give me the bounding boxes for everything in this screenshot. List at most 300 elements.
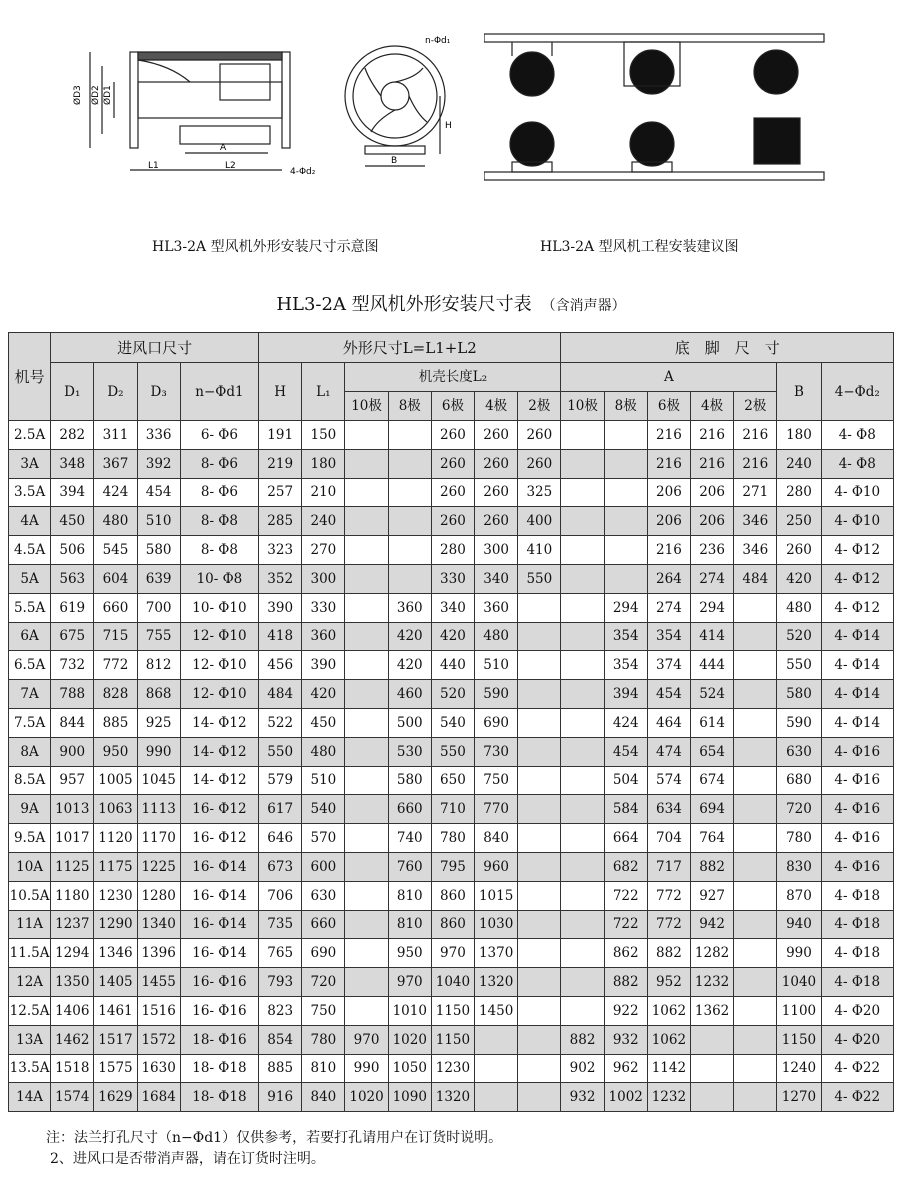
table-cell (345, 910, 388, 939)
table-cell: 828 (94, 680, 137, 709)
table-cell: 206 (691, 478, 734, 507)
table-row (9, 766, 894, 795)
table-cell: 1270 (777, 1083, 821, 1112)
table-cell: 550 (431, 737, 474, 766)
table-cell: 1340 (137, 910, 180, 939)
table-cell: 940 (777, 910, 821, 939)
table-cell: 4- Φ16 (821, 737, 893, 766)
table-cell (388, 536, 431, 565)
table-cell (734, 939, 777, 968)
table-cell (561, 881, 604, 910)
model-cell: 9.5A (9, 824, 51, 853)
table-cell (561, 507, 604, 536)
table-row (9, 1083, 894, 1112)
dimension-table (8, 332, 894, 1112)
table-cell: 260 (475, 421, 518, 450)
header-a-pole-1: 8极 (604, 392, 647, 421)
table-cell (691, 1083, 734, 1112)
table-cell: 8- Φ8 (180, 536, 258, 565)
table-cell (561, 910, 604, 939)
table-cell (518, 910, 561, 939)
table-cell: 674 (691, 766, 734, 795)
table-cell: 323 (259, 536, 302, 565)
table-row (9, 968, 894, 997)
table-cell: 550 (777, 651, 821, 680)
notes (46, 1128, 502, 1170)
table-cell (345, 939, 388, 968)
table-cell (518, 824, 561, 853)
model-cell: 6.5A (9, 651, 51, 680)
table-cell: 4- Φ12 (821, 536, 893, 565)
table-cell (345, 593, 388, 622)
header-l1: L₁ (302, 363, 345, 421)
table-cell (561, 852, 604, 881)
table-cell: 970 (431, 939, 474, 968)
table-cell: 1015 (475, 881, 518, 910)
table-cell: 932 (561, 1083, 604, 1112)
header-a-pole-2: 6极 (647, 392, 690, 421)
table-cell: 14- Φ12 (180, 708, 258, 737)
table-cell: 760 (388, 852, 431, 881)
header-a-pole-0: 10极 (561, 392, 604, 421)
table-cell (561, 478, 604, 507)
table-cell: 673 (259, 852, 302, 881)
table-cell: 390 (259, 593, 302, 622)
table-cell: 520 (431, 680, 474, 709)
table-cell: 604 (94, 564, 137, 593)
table-row (9, 996, 894, 1025)
table-cell: 367 (94, 449, 137, 478)
table-cell: 639 (137, 564, 180, 593)
table-cell: 1175 (94, 852, 137, 881)
table-cell: 352 (259, 564, 302, 593)
table-cell: 962 (604, 1054, 647, 1083)
table-cell: 4- Φ10 (821, 507, 893, 536)
table-cell (345, 852, 388, 881)
table-cell: 10- Φ8 (180, 564, 258, 593)
table-cell: 14- Φ12 (180, 737, 258, 766)
table-cell: 870 (777, 881, 821, 910)
table-cell: 770 (475, 795, 518, 824)
table-cell: 563 (51, 564, 94, 593)
table-cell: 530 (388, 737, 431, 766)
note-2: 2、进风口是否带消声器，请在订货时注明。 (50, 1151, 325, 1167)
table-cell: 270 (302, 536, 345, 565)
table-cell: 4- Φ20 (821, 1025, 893, 1054)
table-cell: 18- Φ16 (180, 1025, 258, 1054)
table-cell: 216 (691, 449, 734, 478)
table-cell: 1232 (691, 968, 734, 997)
table-cell: 1396 (137, 939, 180, 968)
table-cell (561, 996, 604, 1025)
table-cell: 1230 (431, 1054, 474, 1083)
table-cell: 500 (388, 708, 431, 737)
table-cell: 580 (137, 536, 180, 565)
table-cell: 885 (94, 708, 137, 737)
table-cell: 1150 (431, 1025, 474, 1054)
table-row (9, 449, 894, 478)
table-cell: 630 (302, 881, 345, 910)
table-cell: 1516 (137, 996, 180, 1025)
table-cell: 990 (777, 939, 821, 968)
table-cell (561, 564, 604, 593)
fan-side-view-drawing (70, 30, 330, 180)
table-cell: 710 (431, 795, 474, 824)
header-bolt: 4−Φd₂ (821, 363, 893, 421)
table-cell: 257 (259, 478, 302, 507)
table-cell: 271 (734, 478, 777, 507)
table-cell: 902 (561, 1054, 604, 1083)
table-cell: 1450 (475, 996, 518, 1025)
table-cell: 765 (259, 939, 302, 968)
table-cell: 4- Φ14 (821, 622, 893, 651)
table-cell: 348 (51, 449, 94, 478)
table-row (9, 536, 894, 565)
table-cell (518, 939, 561, 968)
table-cell (475, 1025, 518, 1054)
table-cell (345, 680, 388, 709)
table-cell: 1170 (137, 824, 180, 853)
header-shell-pole-1: 8极 (388, 392, 431, 421)
table-cell: 191 (259, 421, 302, 450)
table-cell (345, 737, 388, 766)
table-cell: 390 (302, 651, 345, 680)
table-cell (734, 968, 777, 997)
table-cell: 660 (94, 593, 137, 622)
table-cell: 18- Φ18 (180, 1083, 258, 1112)
table-cell (561, 622, 604, 651)
table-cell (518, 1025, 561, 1054)
table-cell: 1280 (137, 881, 180, 910)
table-cell: 1290 (94, 910, 137, 939)
table-row (9, 881, 894, 910)
table-cell (345, 881, 388, 910)
installation-suggestion-drawing (484, 30, 826, 185)
table-cell: 150 (302, 421, 345, 450)
table-cell: 16- Φ14 (180, 881, 258, 910)
table-cell: 4- Φ10 (821, 478, 893, 507)
table-cell: 346 (734, 536, 777, 565)
table-row (9, 680, 894, 709)
table-cell (561, 421, 604, 450)
table-cell (345, 421, 388, 450)
table-cell: 860 (431, 910, 474, 939)
table-cell: 580 (777, 680, 821, 709)
table-cell: 882 (691, 852, 734, 881)
table-row (9, 593, 894, 622)
table-cell: 16- Φ16 (180, 968, 258, 997)
table-row (9, 564, 894, 593)
table-cell: 510 (137, 507, 180, 536)
dim-d1: ØD1 (103, 85, 113, 105)
dim-bolt: 4-Φd₂ (290, 167, 316, 177)
table-cell: 950 (388, 939, 431, 968)
table-cell: 216 (647, 421, 690, 450)
model-cell: 7.5A (9, 708, 51, 737)
table-cell: 400 (518, 507, 561, 536)
table-cell (345, 708, 388, 737)
table-cell (561, 651, 604, 680)
model-cell: 13.5A (9, 1054, 51, 1083)
table-cell: 1100 (777, 996, 821, 1025)
table-cell: 1040 (777, 968, 821, 997)
table-cell: 660 (388, 795, 431, 824)
table-cell: 484 (734, 564, 777, 593)
table-cell: 694 (691, 795, 734, 824)
table-cell: 600 (302, 852, 345, 881)
header-shell-pole-3: 4极 (475, 392, 518, 421)
table-cell: 1180 (51, 881, 94, 910)
table-cell: 614 (691, 708, 734, 737)
table-cell (345, 795, 388, 824)
header-base: 底 脚 尺 寸 (561, 333, 894, 363)
table-cell: 772 (647, 881, 690, 910)
table-cell: 420 (302, 680, 345, 709)
table-cell: 14- Φ12 (180, 766, 258, 795)
table-cell: 660 (302, 910, 345, 939)
table-cell: 4- Φ16 (821, 824, 893, 853)
table-cell (518, 622, 561, 651)
table-cell: 4- Φ12 (821, 593, 893, 622)
table-cell: 480 (94, 507, 137, 536)
table-cell: 1575 (94, 1054, 137, 1083)
table-cell (518, 766, 561, 795)
table-cell: 550 (259, 737, 302, 766)
table-cell: 952 (647, 968, 690, 997)
table-cell (561, 939, 604, 968)
table-cell: 634 (647, 795, 690, 824)
table-cell: 4- Φ22 (821, 1054, 893, 1083)
table-row (9, 824, 894, 853)
table-cell: 1062 (647, 1025, 690, 1054)
table-cell: 590 (777, 708, 821, 737)
table-cell: 540 (302, 795, 345, 824)
table-cell: 4- Φ16 (821, 766, 893, 795)
table-cell: 260 (431, 449, 474, 478)
table-cell (388, 421, 431, 450)
table-cell: 474 (647, 737, 690, 766)
table-cell: 264 (647, 564, 690, 593)
table-cell: 550 (518, 564, 561, 593)
table-cell (388, 564, 431, 593)
table-cell: 522 (259, 708, 302, 737)
table-cell (734, 680, 777, 709)
table-cell (734, 910, 777, 939)
table-cell (604, 536, 647, 565)
header-d3: D₃ (137, 363, 180, 421)
table-cell (518, 881, 561, 910)
dim-h: H (445, 121, 452, 131)
table-cell (734, 766, 777, 795)
table-cell: 795 (431, 852, 474, 881)
table-cell: 260 (518, 449, 561, 478)
model-cell: 8A (9, 737, 51, 766)
table-cell: 510 (475, 651, 518, 680)
table-cell: 4- Φ20 (821, 996, 893, 1025)
dim-b: B (391, 156, 398, 166)
table-cell: 300 (475, 536, 518, 565)
table-cell: 360 (475, 593, 518, 622)
table-cell: 1020 (345, 1083, 388, 1112)
table-cell (518, 737, 561, 766)
table-cell: 1282 (691, 939, 734, 968)
table-cell: 420 (388, 651, 431, 680)
table-cell (345, 766, 388, 795)
header-shell-pole-2: 6极 (431, 392, 474, 421)
table-cell: 330 (431, 564, 474, 593)
table-cell: 206 (647, 507, 690, 536)
table-cell: 250 (777, 507, 821, 536)
table-cell: 374 (647, 651, 690, 680)
table-cell: 715 (94, 622, 137, 651)
model-cell: 4A (9, 507, 51, 536)
table-cell: 690 (302, 939, 345, 968)
table-cell: 823 (259, 996, 302, 1025)
table-cell: 1002 (604, 1083, 647, 1112)
table-cell (561, 737, 604, 766)
table-cell: 580 (388, 766, 431, 795)
table-cell: 354 (604, 622, 647, 651)
table-cell: 772 (647, 910, 690, 939)
table-cell: 690 (475, 708, 518, 737)
table-cell: 285 (259, 507, 302, 536)
table-cell: 354 (604, 651, 647, 680)
table-cell: 311 (94, 421, 137, 450)
table-cell (691, 1025, 734, 1054)
table-cell: 1572 (137, 1025, 180, 1054)
table-cell: 6- Φ6 (180, 421, 258, 450)
header-a-pole-4: 2极 (734, 392, 777, 421)
table-row (9, 421, 894, 450)
table-cell (604, 449, 647, 478)
model-cell: 8.5A (9, 766, 51, 795)
header-b: B (777, 363, 821, 421)
table-cell: 844 (51, 708, 94, 737)
table-row (9, 622, 894, 651)
table-cell: 1455 (137, 968, 180, 997)
header-h: H (259, 363, 302, 421)
table-cell: 990 (137, 737, 180, 766)
table-cell: 18- Φ18 (180, 1054, 258, 1083)
dim-holes: n-Φd₁ (425, 36, 451, 46)
table-cell: 682 (604, 852, 647, 881)
table-cell: 1113 (137, 795, 180, 824)
table-cell: 260 (475, 449, 518, 478)
table-cell: 925 (137, 708, 180, 737)
table-cell: 280 (777, 478, 821, 507)
table-cell: 1518 (51, 1054, 94, 1083)
table-cell: 1320 (431, 1083, 474, 1112)
table-cell: 720 (302, 968, 345, 997)
table-cell: 260 (518, 421, 561, 450)
header-nd1: n−Φd1 (180, 363, 258, 421)
table-cell: 260 (431, 421, 474, 450)
table-cell: 810 (388, 910, 431, 939)
table-cell: 584 (604, 795, 647, 824)
table-cell: 1225 (137, 852, 180, 881)
table-cell: 646 (259, 824, 302, 853)
model-cell: 10A (9, 852, 51, 881)
table-cell (734, 1025, 777, 1054)
table-cell: 960 (475, 852, 518, 881)
table-cell: 360 (388, 593, 431, 622)
table-cell: 480 (302, 737, 345, 766)
table-cell: 260 (777, 536, 821, 565)
table-cell: 520 (777, 622, 821, 651)
table-cell: 420 (431, 622, 474, 651)
header-a: A (561, 363, 777, 392)
header-inlet: 进风口尺寸 (51, 333, 259, 363)
table-cell: 4- Φ18 (821, 968, 893, 997)
table-cell: 424 (94, 478, 137, 507)
table-cell: 950 (94, 737, 137, 766)
table-row (9, 1054, 894, 1083)
model-cell: 7A (9, 680, 51, 709)
table-cell: 1517 (94, 1025, 137, 1054)
table-cell (518, 996, 561, 1025)
table-cell: 1370 (475, 939, 518, 968)
dim-a: A (220, 143, 227, 153)
model-cell: 12.5A (9, 996, 51, 1025)
caption-installation-diagram: HL3-2A 型风机工程安装建议图 (540, 239, 739, 255)
model-cell: 11A (9, 910, 51, 939)
table-cell (518, 1054, 561, 1083)
table-cell: 882 (604, 968, 647, 997)
table-cell: 16- Φ12 (180, 824, 258, 853)
table-cell: 650 (431, 766, 474, 795)
table-cell: 440 (431, 651, 474, 680)
table-cell (734, 593, 777, 622)
table-cell: 480 (777, 593, 821, 622)
table-cell (345, 564, 388, 593)
dim-l1: L1 (148, 161, 159, 171)
table-cell: 862 (604, 939, 647, 968)
table-cell (604, 478, 647, 507)
table-cell: 772 (94, 651, 137, 680)
note-1: 注：法兰打孔尺寸（n−Φd1）仅供参考，若要打孔请用户在订货时说明。 (46, 1130, 503, 1146)
table-cell (345, 536, 388, 565)
table-cell: 460 (388, 680, 431, 709)
table-cell: 732 (51, 651, 94, 680)
table-cell: 1150 (777, 1025, 821, 1054)
table-row (9, 852, 894, 881)
table-cell: 1294 (51, 939, 94, 968)
model-cell: 4.5A (9, 536, 51, 565)
table-cell: 545 (94, 536, 137, 565)
table-cell: 16- Φ14 (180, 939, 258, 968)
dim-d2: ØD2 (91, 85, 101, 105)
header-shell-pole-0: 10极 (345, 392, 388, 421)
model-cell: 11.5A (9, 939, 51, 968)
header-shell-pole-4: 2极 (518, 392, 561, 421)
table-cell: 16- Φ14 (180, 910, 258, 939)
table-cell: 570 (302, 824, 345, 853)
table-cell: 830 (777, 852, 821, 881)
table-cell: 506 (51, 536, 94, 565)
table-cell (561, 449, 604, 478)
table-cell: 1230 (94, 881, 137, 910)
table-cell: 1350 (51, 968, 94, 997)
table-cell: 450 (302, 708, 345, 737)
table-cell: 206 (691, 507, 734, 536)
table-cell: 282 (51, 421, 94, 450)
table-cell: 780 (302, 1025, 345, 1054)
table-cell: 750 (302, 996, 345, 1025)
table-cell (518, 1083, 561, 1112)
table-cell: 260 (431, 478, 474, 507)
table-cell (475, 1083, 518, 1112)
table-cell (734, 795, 777, 824)
